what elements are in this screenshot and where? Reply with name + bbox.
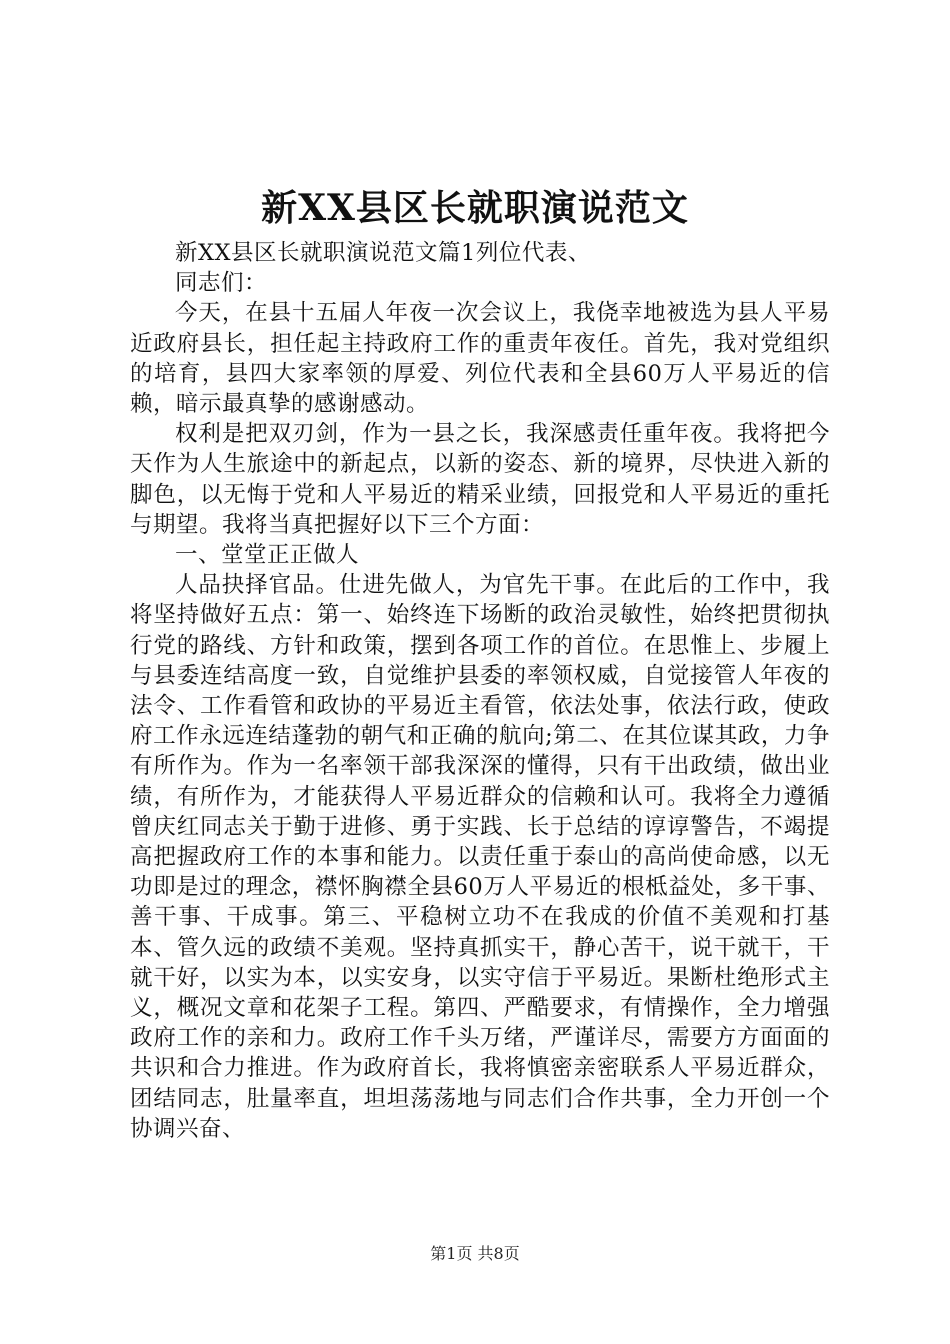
page-footer: 第1页 共8页 xyxy=(430,1244,520,1263)
paragraph-opening: 今天，在县十五届人年夜一次会议上，我侥幸地被选为县人平易近政府县长，担任起主持政府工作的重责年夜任。首先，我对党组织的培育，县四大家率领的厚爱、列位代表和全县60万人平易近的信赖，暗示最真挚的感谢感动。 xyxy=(130,300,830,418)
document-body xyxy=(130,238,830,1144)
paragraph-heading-line: 新XX县区长就职演说范文篇1列位代表、 xyxy=(175,240,591,266)
paragraph-character: 人品抉择官品。仕进先做人，为官先干事。在此后的工作中，我将坚持做好五点：第一、始终连下场断的政治灵敏性，始终把贯彻执行党的路线、方针和政策，摆到各项工作的首位。在思惟上、步履上与县委连结高度一致，自觉维护县委的率领权威，自觉接管人年夜的法令、工作看管和政协的平易近主看管，依法处事，依法行政，使政府工作永远连结蓬勃的朝气和正确的航向;第二、在其位谋其政，力争有所作为。作为一名率领干部我深深的懂得，只有干出政绩，做出业绩，有所作为，才能获得人平易近群众的信赖和认可。我将全力遵循曾庆红同志关于勤于进修、勇于实践、长于总结的谆谆警告，不竭提高把握政府工作的本事和能力。以责任重于泰山的高尚使命感，以无功即是过的理念，襟怀胸襟全县60万人平易近的根柢益处，多干事、善干事、干成事。第三、平稳树立功不在我成的价值不美观和打基本、管久远的政绩不美观。坚持真抓实干，静心苦干，说干就干，干就干好，以实为本，以实安身，以实守信于平易近。果断杜绝形式主义，概况文章和花架子工程。第四、严酷要求，有情操作，全力增强政府工作的亲和力。政府工作千头万绪，严谨详尽，需要方方面面的共识和合力推进。作为政府首长，我将慎密亲密联系人平易近群众，团结同志，肚量率直，坦坦荡荡地与同志们合作共事，全力开创一个协调兴奋、 xyxy=(130,572,830,1142)
paragraph-responsibility: 权利是把双刃剑，作为一县之长，我深感责任重年夜。我将把今天作为人生旅途中的新起点，以新的姿态、新的境界，尽快进入新的脚色，以无悔于党和人平易近的精采业绩，回报党和人平易近的重托与期望。我将当真把握好以下三个方面： xyxy=(130,421,830,538)
section-heading-one: 一、堂堂正正做人 xyxy=(175,542,360,569)
document-title: 新XX县区长就职演说范文 xyxy=(261,187,689,229)
paragraph-salutation: 同志们： xyxy=(175,270,268,297)
